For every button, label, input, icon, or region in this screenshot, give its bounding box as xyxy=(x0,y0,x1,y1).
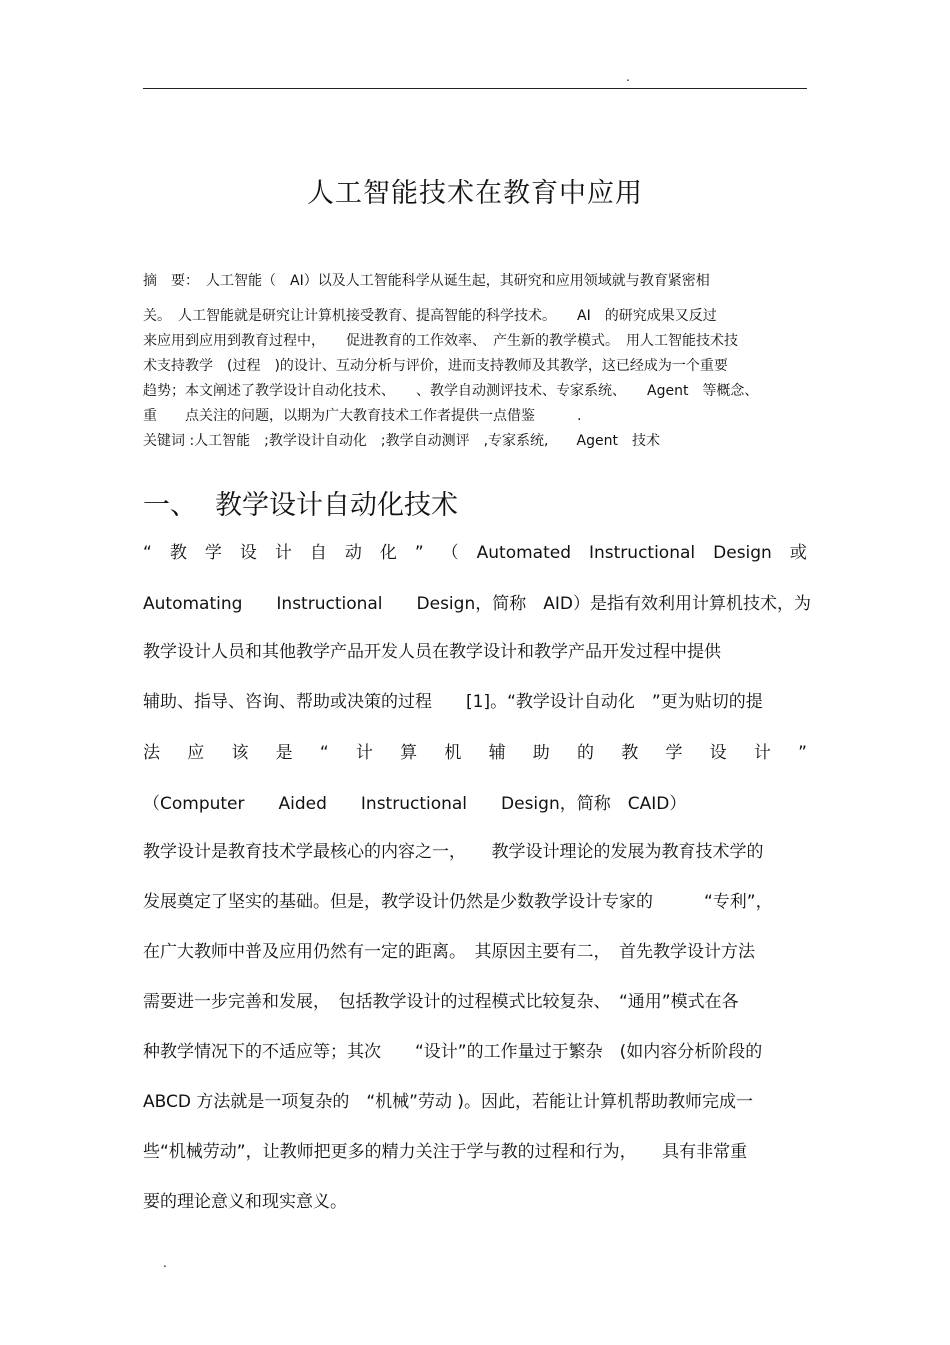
word: 教 xyxy=(169,543,187,563)
word: ” xyxy=(414,543,424,563)
paragraph-line xyxy=(143,741,807,765)
paragraph-line: 需要进一步完善和发展， 包括教学设计的过程模式比较复杂、 “通用”模式在各 xyxy=(143,992,739,1012)
abstract-line: 趋势；本文阐述了教学设计自动化技术、 、教学自动测评技术、专家系统、 Agent 等概念、 xyxy=(143,383,759,399)
word: （ xyxy=(441,543,459,563)
word: 算 xyxy=(400,743,418,763)
word: 的 xyxy=(577,743,594,763)
paragraph-line: 发展奠定了坚实的基础。但是，教学设计仍然是少数教学设计专家的 “专利”， xyxy=(143,892,773,912)
paragraph-line: 些“机械劳动”，让教师把更多的精力关注于学与教的过程和行为， 具有非常重 xyxy=(143,1142,748,1162)
word: Automated xyxy=(476,543,571,563)
paragraph-line: ABCD 方法就是一项复杂的 “机械”劳动 )。因此，若能让计算机帮助教师完成一 xyxy=(143,1092,754,1112)
word: 应 xyxy=(187,743,205,763)
word: 学 xyxy=(204,543,222,563)
paragraph-line: （Computer Aided Instructional Design，简称 CAID） xyxy=(143,794,687,814)
word: 设 xyxy=(239,543,257,563)
paragraph-line: 要的理论意义和现实意义。 xyxy=(143,1192,347,1212)
word: 机 xyxy=(444,743,462,763)
abstract-line: 摘 要： 人工智能（ AI）以及人工智能科学从诞生起，其研究和应用领域就与教育紧密相 xyxy=(143,273,710,289)
word: 学 xyxy=(665,743,683,763)
paragraph-line: 种教学情况下的不适应等；其次 “设计”的工作量过于繁杂 (如内容分析阶段的 xyxy=(143,1042,763,1062)
abstract-line: 重 点关注的问题，以期为广大教育技术工作者提供一点借鉴 . xyxy=(143,408,582,424)
word: 设 xyxy=(709,743,727,763)
word: 自 xyxy=(309,543,327,563)
word: 教 xyxy=(621,743,639,763)
word: 辅 xyxy=(488,743,506,763)
abstract-line: 来应用到应用到教育过程中， 促进教育的工作效率、 产生新的教学模式。 用人工智能技术技 xyxy=(143,333,738,349)
word: ” xyxy=(798,743,807,763)
section-number: 一、 xyxy=(143,490,197,521)
paragraph-line: 教学设计是教育技术学最核心的内容之一， 教学设计理论的发展为教育技术学的 xyxy=(143,842,764,862)
header-rule xyxy=(143,88,807,89)
word: Instructional xyxy=(589,543,696,563)
section-heading xyxy=(143,486,458,526)
keywords-line: 关键词 :人工智能 ;教学设计自动化 ;教学自动测评 ,专家系统, Agent 技术 xyxy=(143,433,660,449)
word: 计 xyxy=(274,543,292,563)
abstract-line: 术支持教学 (过程 )的设计、互动分析与评价，进而支持教师及其教学，这已经成为一个重要 xyxy=(143,358,728,374)
paragraph-line: 教学设计人员和其他教学产品开发人员在教学设计和教学产品开发过程中提供 xyxy=(143,642,721,662)
word: “ xyxy=(143,543,152,563)
word: Design xyxy=(713,543,772,563)
abstract-line: 关。 人工智能就是研究让计算机接受教育、提高智能的科学技术。 AI 的研究成果又反过 xyxy=(143,308,717,324)
paragraph-line: Automating Instructional Design，简称 AID）是指有效利用计算机技术，为 xyxy=(143,594,811,614)
word: 计 xyxy=(355,743,373,763)
header-mark: . xyxy=(626,70,630,84)
paragraph-line: 辅助、指导、咨询、帮助或决策的过程 [1]。“教学设计自动化 ”更为贴切的提 xyxy=(143,692,763,712)
word: 是 xyxy=(275,743,293,763)
word: 法 xyxy=(143,743,160,763)
section-title: 教学设计自动化技术 xyxy=(215,490,458,521)
footer-mark: . xyxy=(163,1256,167,1270)
document-title: 人工智能技术在教育中应用 xyxy=(307,178,643,209)
word: “ xyxy=(319,743,329,763)
word: 该 xyxy=(231,743,249,763)
word: 计 xyxy=(753,743,771,763)
paragraph-line: 在广大教师中普及应用仍然有一定的距离。 其原因主要有二， 首先教学设计方法 xyxy=(143,942,755,962)
word: 化 xyxy=(379,543,397,563)
word: 或 xyxy=(789,543,807,563)
paragraph-line xyxy=(143,541,807,565)
word: 动 xyxy=(344,543,362,563)
word: 助 xyxy=(532,743,550,763)
